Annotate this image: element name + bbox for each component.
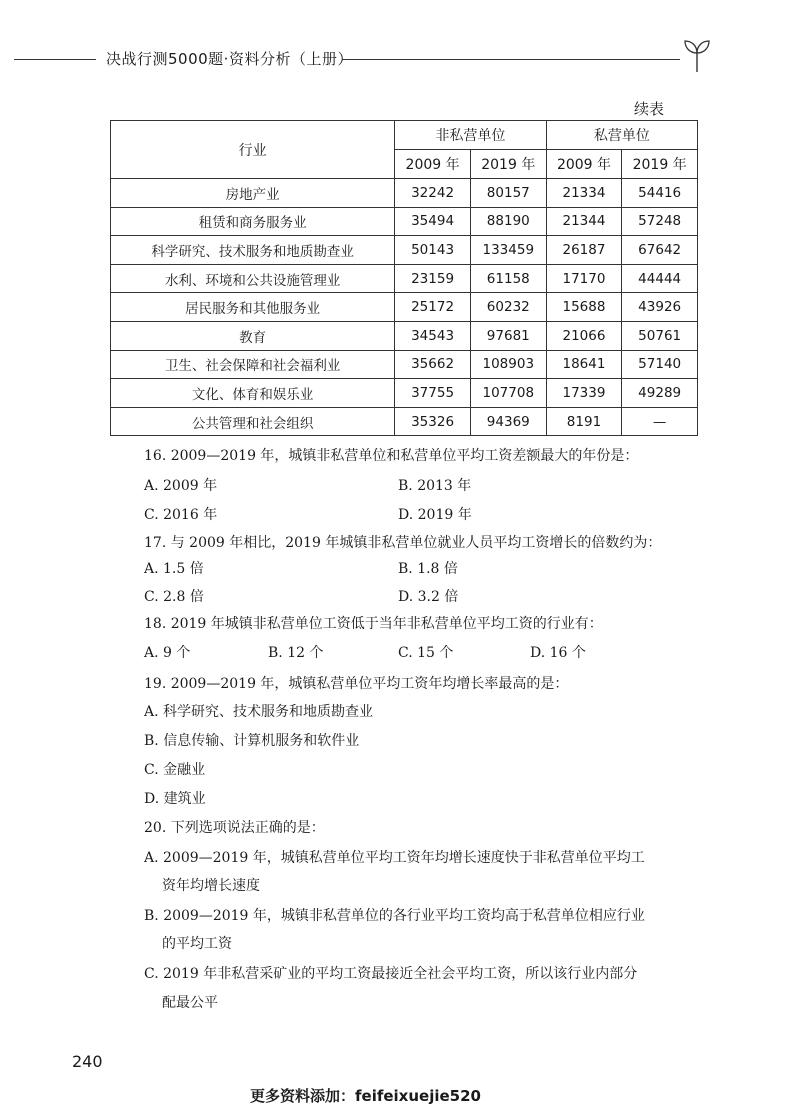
page-number: 240 xyxy=(72,1052,103,1071)
option-16a: A. 2009 年 xyxy=(144,478,218,494)
option-20a-line2: 资年均增长速度 xyxy=(162,878,260,894)
option-18d: D. 16 个 xyxy=(530,645,586,661)
table-row xyxy=(111,207,698,236)
option-16d: D. 2019 年 xyxy=(398,507,472,523)
running-header xyxy=(14,46,704,72)
value-cell: 35662 xyxy=(395,350,471,379)
table-row xyxy=(111,379,698,408)
value-cell: 34543 xyxy=(395,321,471,350)
value-cell: 97681 xyxy=(470,321,546,350)
industry-cell: 居民服务和其他服务业 xyxy=(111,293,395,322)
value-cell: 26187 xyxy=(546,236,622,265)
value-cell: 25172 xyxy=(395,293,471,322)
question-17: 17. 与 2009 年相比，2019 年城镇非私营单位就业人员平均工资增长的倍数约为： xyxy=(144,535,662,551)
value-cell: 8191 xyxy=(546,407,622,436)
question-19: 19. 2009—2019 年，城镇私营单位平均工资年均增长率最高的是： xyxy=(144,676,569,692)
industry-cell: 卫生、社会保障和社会福利业 xyxy=(111,350,395,379)
table-row xyxy=(111,407,698,436)
value-cell: 18641 xyxy=(546,350,622,379)
option-20b-line1: B. 2009—2019 年，城镇非私营单位的各行业平均工资均高于私营单位相应行业 xyxy=(144,908,645,924)
value-cell: 108903 xyxy=(470,350,546,379)
table-row xyxy=(111,264,698,293)
option-16c: C. 2016 年 xyxy=(144,507,218,523)
option-19a: A. 科学研究、技术服务和地质勘查业 xyxy=(144,704,374,720)
option-17d: D. 3.2 倍 xyxy=(398,589,459,605)
value-cell: 50761 xyxy=(622,321,698,350)
wage-table xyxy=(110,120,698,436)
option-19b: B. 信息传输、计算机服务和软件业 xyxy=(144,733,360,749)
header-industry: 行业 xyxy=(111,121,395,179)
option-20c-line1: C. 2019 年非私营采矿业的平均工资最接近全社会平均工资，所以该行业内部分 xyxy=(144,966,638,982)
industry-cell: 科学研究、技术服务和地质勘查业 xyxy=(111,236,395,265)
header-private: 私营单位 xyxy=(546,121,697,150)
header-year: 2009 年 xyxy=(546,150,622,179)
option-20c-line2: 配最公平 xyxy=(162,995,218,1011)
footer-note: 更多资料添加：feifeixuejie520 xyxy=(250,1087,481,1105)
value-cell: 44444 xyxy=(622,264,698,293)
value-cell: 37755 xyxy=(395,379,471,408)
header-nonprivate: 非私营单位 xyxy=(395,121,546,150)
value-cell: — xyxy=(622,407,698,436)
sprout-icon xyxy=(682,36,712,72)
value-cell: 107708 xyxy=(470,379,546,408)
table-row xyxy=(111,293,698,322)
value-cell: 35326 xyxy=(395,407,471,436)
industry-cell: 教育 xyxy=(111,321,395,350)
header-rule-right xyxy=(342,59,680,60)
value-cell: 21344 xyxy=(546,207,622,236)
option-18a: A. 9 个 xyxy=(144,645,191,661)
industry-cell: 房地产业 xyxy=(111,179,395,208)
value-cell: 133459 xyxy=(470,236,546,265)
value-cell: 21066 xyxy=(546,321,622,350)
value-cell: 32242 xyxy=(395,179,471,208)
continued-label: 续表 xyxy=(634,100,665,118)
value-cell: 49289 xyxy=(622,379,698,408)
table-row xyxy=(111,321,698,350)
value-cell: 15688 xyxy=(546,293,622,322)
value-cell: 80157 xyxy=(470,179,546,208)
option-16b: B. 2013 年 xyxy=(398,478,472,494)
header-rule-left xyxy=(14,59,96,60)
option-18c: C. 15 个 xyxy=(398,645,454,661)
value-cell: 50143 xyxy=(395,236,471,265)
question-20: 20. 下列选项说法正确的是： xyxy=(144,820,325,836)
option-20b-line2: 的平均工资 xyxy=(162,936,232,952)
value-cell: 17170 xyxy=(546,264,622,293)
book-title: 决战行测5000题·资料分析（上册） xyxy=(106,50,353,68)
option-17c: C. 2.8 倍 xyxy=(144,589,204,605)
value-cell: 57248 xyxy=(622,207,698,236)
value-cell: 43926 xyxy=(622,293,698,322)
value-cell: 21334 xyxy=(546,179,622,208)
table-row xyxy=(111,179,698,208)
value-cell: 35494 xyxy=(395,207,471,236)
value-cell: 17339 xyxy=(546,379,622,408)
value-cell: 88190 xyxy=(470,207,546,236)
header-year: 2019 年 xyxy=(622,150,698,179)
value-cell: 57140 xyxy=(622,350,698,379)
industry-cell: 公共管理和社会组织 xyxy=(111,407,395,436)
question-16: 16. 2009—2019 年，城镇非私营单位和私营单位平均工资差额最大的年份是： xyxy=(144,448,639,464)
industry-cell: 水利、环境和公共设施管理业 xyxy=(111,264,395,293)
value-cell: 54416 xyxy=(622,179,698,208)
question-18: 18. 2019 年城镇非私营单位工资低于当年非私营单位平均工资的行业有： xyxy=(144,616,603,632)
industry-cell: 文化、体育和娱乐业 xyxy=(111,379,395,408)
option-19d: D. 建筑业 xyxy=(144,791,206,807)
option-20a-line1: A. 2009—2019 年，城镇私营单位平均工资年均增长速度快于非私营单位平均工 xyxy=(144,850,645,866)
header-year: 2019 年 xyxy=(470,150,546,179)
header-year: 2009 年 xyxy=(395,150,471,179)
value-cell: 23159 xyxy=(395,264,471,293)
value-cell: 94369 xyxy=(470,407,546,436)
table-row xyxy=(111,350,698,379)
value-cell: 60232 xyxy=(470,293,546,322)
value-cell: 61158 xyxy=(470,264,546,293)
option-17a: A. 1.5 倍 xyxy=(144,561,204,577)
option-18b: B. 12 个 xyxy=(268,645,324,661)
option-17b: B. 1.8 倍 xyxy=(398,561,458,577)
table-row xyxy=(111,236,698,265)
option-19c: C. 金融业 xyxy=(144,762,206,778)
value-cell: 67642 xyxy=(622,236,698,265)
industry-cell: 租赁和商务服务业 xyxy=(111,207,395,236)
